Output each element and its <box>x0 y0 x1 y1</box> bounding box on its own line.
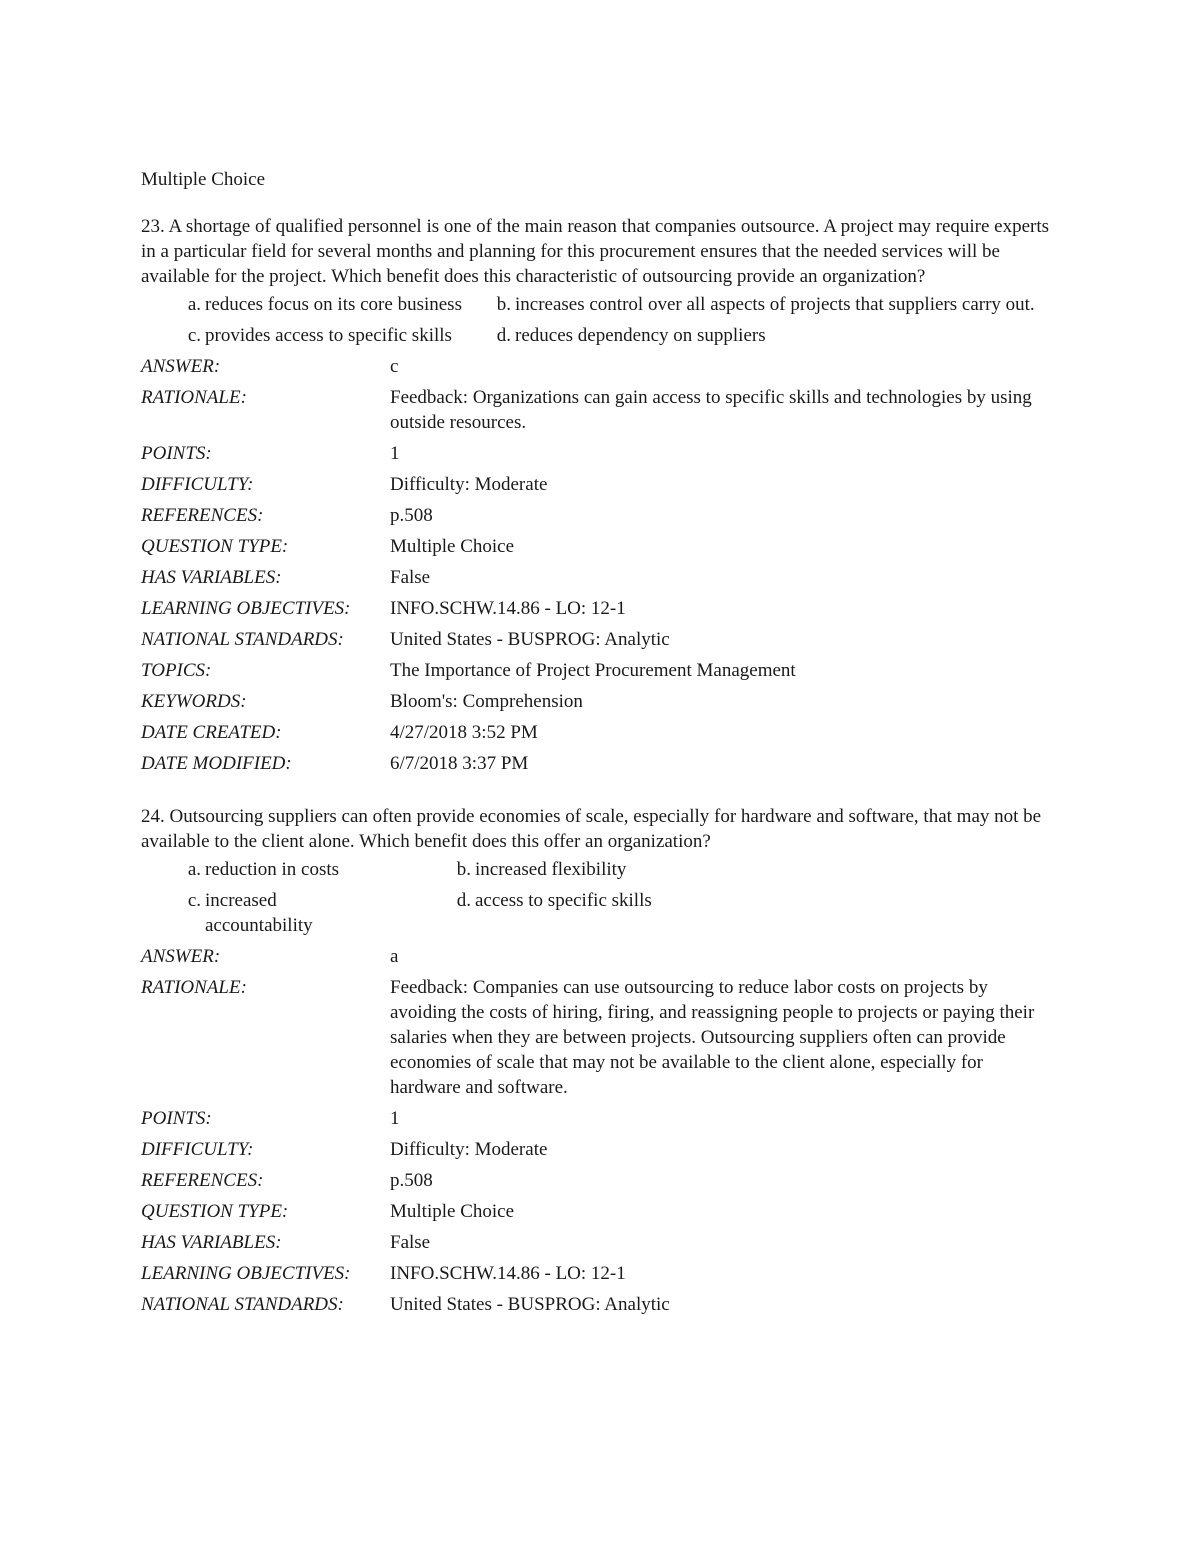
meta-value: Feedback: Companies can use outsourcing to reduce labor costs on projects by avoiding the costs of hiring, firing, and reassigning people to projects or paying their salaries when they are between projects. Outsourcing suppliers often can provide economies of scale that may not be available to the client alone, especially for hardware and software. <box>390 977 1035 1098</box>
meta-value: c <box>390 356 399 377</box>
meta-value: p.508 <box>390 505 433 526</box>
meta-key: NATIONAL STANDARDS: <box>141 629 344 650</box>
meta-key: ANSWER: <box>141 946 221 967</box>
meta-row-difficulty <box>141 472 1050 503</box>
choice-d <box>491 323 1051 348</box>
choice-letter: b. <box>496 294 511 315</box>
choice-letter: a. <box>187 859 201 880</box>
meta-key: LEARNING OBJECTIVES: <box>141 598 351 619</box>
meta-row-question-type <box>141 1199 1050 1230</box>
meta-row-references <box>141 1168 1050 1199</box>
choice-text: increased accountability <box>205 890 313 936</box>
meta-value: Feedback: Organizations can gain access to specific skills and technologies by using outside resources. <box>390 387 1032 433</box>
choice-b <box>451 857 1011 882</box>
meta-key: TOPICS: <box>141 660 212 681</box>
meta-value: INFO.SCHW.14.86 - LO: 12-1 <box>390 1263 626 1284</box>
choice-text: reduces dependency on suppliers <box>515 325 766 346</box>
choice-d <box>451 888 1011 938</box>
question-metadata-table <box>141 354 1050 782</box>
choice-a <box>181 857 451 882</box>
meta-key: ANSWER: <box>141 356 221 377</box>
choice-letter: d. <box>456 890 471 911</box>
meta-row-has-variables <box>141 565 1050 596</box>
choice-letter: d. <box>496 325 511 346</box>
meta-key: NATIONAL STANDARDS: <box>141 1294 344 1315</box>
section-title: Multiple Choice <box>141 169 266 190</box>
meta-key: QUESTION TYPE: <box>141 536 289 557</box>
meta-key: DATE CREATED: <box>141 722 282 743</box>
meta-row-date-modified <box>141 751 1050 782</box>
choice-text: access to specific skills <box>475 890 652 911</box>
meta-value: INFO.SCHW.14.86 - LO: 12-1 <box>390 598 626 619</box>
meta-row-answer <box>141 354 1050 385</box>
choice-letter: c. <box>187 325 201 346</box>
meta-row-keywords <box>141 689 1050 720</box>
meta-value: 4/27/2018 3:52 PM <box>390 722 538 743</box>
meta-value: Multiple Choice <box>390 1201 515 1222</box>
meta-key: POINTS: <box>141 443 212 464</box>
meta-key: REFERENCES: <box>141 505 264 526</box>
meta-value: Bloom's: Comprehension <box>390 691 583 712</box>
meta-row-points <box>141 441 1050 472</box>
meta-value: United States - BUSPROG: Analytic <box>390 1294 670 1315</box>
choice-letter: b. <box>456 859 471 880</box>
meta-row-points <box>141 1106 1050 1137</box>
choice-text: reduction in costs <box>205 859 340 880</box>
question-metadata-table <box>141 944 1050 1323</box>
meta-row-date-created <box>141 720 1050 751</box>
choice-b <box>491 292 1051 317</box>
meta-value: False <box>390 567 431 588</box>
meta-row-references <box>141 503 1050 534</box>
question-23 <box>141 214 1061 782</box>
meta-value: 1 <box>390 1108 400 1129</box>
meta-key: KEYWORDS: <box>141 691 247 712</box>
meta-row-national-standards <box>141 1292 1050 1323</box>
meta-key: RATIONALE: <box>141 977 247 998</box>
meta-key: REFERENCES: <box>141 1170 264 1191</box>
meta-row-topics <box>141 658 1050 689</box>
meta-key: RATIONALE: <box>141 387 247 408</box>
choice-c <box>181 888 451 938</box>
meta-key: DIFFICULTY: <box>141 1139 254 1160</box>
meta-row-national-standards <box>141 627 1050 658</box>
choice-text: reduces focus on its core business <box>205 294 462 315</box>
meta-row-rationale <box>141 975 1050 1106</box>
meta-value: United States - BUSPROG: Analytic <box>390 629 670 650</box>
answer-choices <box>181 857 1061 938</box>
meta-key: QUESTION TYPE: <box>141 1201 289 1222</box>
meta-key: HAS VARIABLES: <box>141 567 282 588</box>
meta-row-learning-objectives <box>141 596 1050 627</box>
choice-text: increased flexibility <box>475 859 627 880</box>
choice-text: provides access to specific skills <box>205 325 452 346</box>
meta-row-has-variables <box>141 1230 1050 1261</box>
question-24 <box>141 804 1061 1323</box>
meta-value: 1 <box>390 443 400 464</box>
meta-row-answer <box>141 944 1050 975</box>
meta-value: 6/7/2018 3:37 PM <box>390 753 529 774</box>
meta-key: HAS VARIABLES: <box>141 1232 282 1253</box>
meta-row-rationale <box>141 385 1050 441</box>
meta-key: DIFFICULTY: <box>141 474 254 495</box>
choice-a <box>181 292 491 317</box>
choice-letter: a. <box>187 294 201 315</box>
choice-c <box>181 323 491 348</box>
answer-choices <box>181 292 1061 348</box>
meta-value: Multiple Choice <box>390 536 515 557</box>
meta-value: False <box>390 1232 431 1253</box>
question-stem: 24. Outsourcing suppliers can often provide economies of scale, especially for hardware and software, that may not be available to the client alone. Which benefit does this offer an organization? <box>141 806 1042 852</box>
meta-value: The Importance of Project Procurement Management <box>390 660 796 681</box>
question-stem: 23. A shortage of qualified personnel is one of the main reason that companies outsource. A project may require experts in a particular field for several months and planning for this procurement ensures that the needed services will be available for the project. Which benefit does this characteristic of outsourcing provide an organization? <box>141 216 1050 287</box>
document-page <box>141 167 1061 1323</box>
meta-value: Difficulty: Moderate <box>390 474 548 495</box>
meta-row-question-type <box>141 534 1050 565</box>
meta-key: LEARNING OBJECTIVES: <box>141 1263 351 1284</box>
meta-row-learning-objectives <box>141 1261 1050 1292</box>
meta-value: a <box>390 946 399 967</box>
meta-value: p.508 <box>390 1170 433 1191</box>
choice-text: increases control over all aspects of projects that suppliers carry out. <box>515 294 1035 315</box>
meta-key: DATE MODIFIED: <box>141 753 292 774</box>
meta-value: Difficulty: Moderate <box>390 1139 548 1160</box>
meta-key: POINTS: <box>141 1108 212 1129</box>
choice-letter: c. <box>187 890 201 911</box>
meta-row-difficulty <box>141 1137 1050 1168</box>
